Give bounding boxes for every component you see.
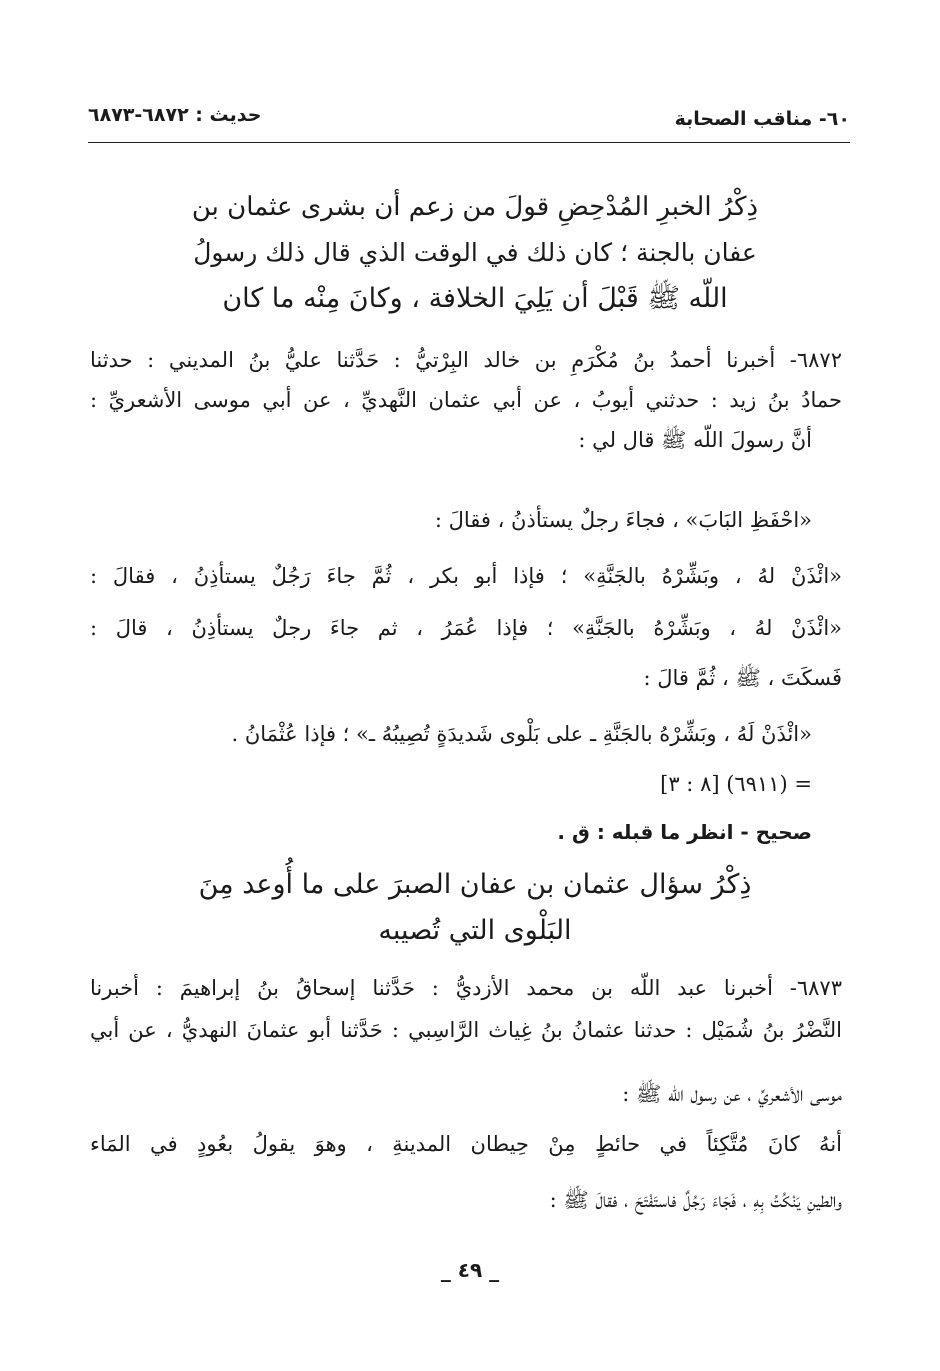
hadith-range: حديث : ٦٨٧٢-٦٨٧٣ (88, 104, 262, 126)
hadith-6873-text-line: والطينِ يَنْكُتُ بِهِ ، فَجَاءَ رَجُلٌ فاستَفْتَحَ ، فقالَ ﷺ : (549, 1188, 842, 1212)
section-title-line: ذِكْرُ سؤال عثمان بن عفان الصبرَ على ما أُوعد مِنَ (198, 869, 752, 900)
hadith-6872-text-line: حمادُ بنُ زيد : حدثني أيوبُ ، عن أبي عثمان النَّهديِّ ، عن أبي موسى الأشعريِّ : (90, 388, 842, 412)
hadith-6873-text-line: ٦٨٧٣- أخبرنا عبد اللّه بن محمد الأزديُّ : حَدَّثنا إسحاقُ بنُ إبراهيمَ : أخبرنا (90, 976, 842, 1000)
chapter-title: ٦٠- مناقب الصحابة (674, 108, 850, 130)
hadith-6872-text-line: «ائْذَنْ لهُ ، وبَشِّرْهُ بالجَنَّةِ» ؛ فإذا عُمَرُ ، ثم جاءَ رجلٌ يستأذِنُ ، قالَ : (90, 616, 842, 640)
takhrij-reference: = (٦٩١١) [٨ : ٣] (660, 772, 812, 796)
hadith-6872-text-line: «احْفَظِ البَابَ» ، فجاءَ رجلٌ يستأذنُ ، فقالَ : (434, 508, 812, 532)
running-header (88, 104, 850, 138)
hadith-grade: صحيح - انظر ما قبله : ق . (557, 820, 812, 844)
header-rule (88, 142, 850, 143)
hadith-6872-text-line: ٦٨٧٢- أخبرنا أحمدُ بنُ مُكْرَمِ بن خالد البِرْتيُّ : حَدَّثنا عليُّ بنُ المديني : حدثنا (90, 348, 842, 372)
section-title-line: البَلْوى التي تُصيبه (378, 915, 572, 946)
section-title-2 (190, 862, 760, 954)
section-title-line: ذِكْرُ الخبرِ المُدْحِضِ قولَ من زعم أن بشرى عثمان بن (191, 192, 759, 222)
hadith-6872-text-line: أنَّ رسولَ اللّه ﷺ قال لي : (578, 428, 812, 452)
hadith-6873-text-line: النَّضْرُ بنُ شُمَيْل : حدثنا عثمانُ بنُ غِياث الرَّاسِبي : حَدَّثنا أبو عثمانَ النهديُّ ، عن أبي (90, 1018, 842, 1042)
hadith-6873-text-line: أنهُ كانَ مُتَّكِئاً في حائطٍ مِنْ حِيطان المدينةِ ، وهوَ يقولُ بعُودٍ في المَاء (90, 1132, 842, 1156)
hadith-6872-text-line: فَسكَتَ ، ﷺ ، ثُمَّ قالَ : (643, 666, 842, 690)
section-title-1 (190, 184, 760, 322)
page-number: _ ٤٩ _ (440, 1258, 500, 1282)
section-title-line: اللّه ﷺ قَبْلَ أن يَلِيَ الخلافة ، وكانَ مِنْه ما كان (222, 283, 728, 314)
hadith-6873-text-line: موسى الأشعريِّ ، عن رسول اللّه ﷺ : (622, 1082, 842, 1106)
section-title-line: عفان بالجنة ؛ كان ذلك في الوقت الذي قال ذلك رسولُ (193, 238, 757, 267)
hadith-6872-text-line: «ائْذَنْ لَهُ ، وبَشِّرْهُ بالجَنَّةِ ـ على بَلْوى شَديدَةٍ تُصِيبُهُ ـ» ؛ فإذا عُثْمَانُ . (231, 722, 812, 746)
hadith-6872-text-line: «ائْذَنْ لهُ ، وبَشِّرْهُ بالجَنَّةِ» ؛ فإذا أبو بكر ، ثُمَّ جاءَ رَجُلٌ يستأذِنُ ، فقالَ : (90, 564, 842, 588)
